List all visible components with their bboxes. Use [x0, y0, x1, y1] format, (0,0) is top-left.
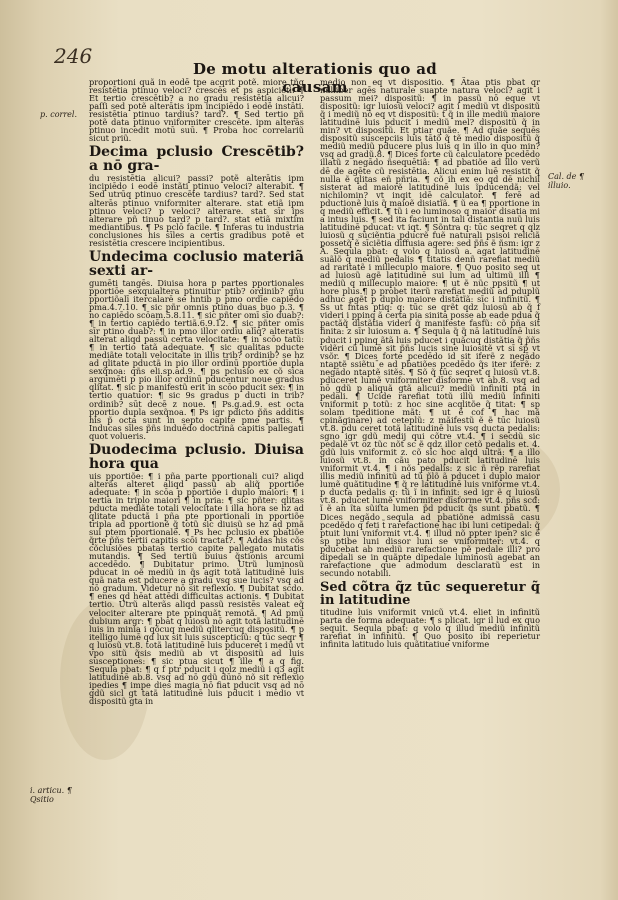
section-heading: Sed cõtra q̃z tūc sequeretur q̃ in latitudine	[320, 579, 540, 608]
left-column	[89, 78, 304, 705]
margin-note: i. articu. ¶ Qsitio	[30, 786, 72, 804]
paragraph: proportioni quã in eodē tpe acqrit potẽ. miore tñg resistētia ptinuo veloci? crescēs et ps aspiciēti. ¶ Et tertio crescētib? a no gradu resistētia alicui? paſſi sed potẽ alterātis ipm incipiēdo i eodē instāti. resistētia ptinuo tardius? tard?. ¶ Sed tertio pñ potẽ data ptinuo vniformiter crescēte. ipm alterās ptinuo incedit motū suū. ¶ Proba hoc correlariũ sicut priũ.	[89, 77, 304, 144]
paragraph: titudine luis vniformit vnicũ vt.4. eliet in infinitũ parta de forma adequate: ¶ s plicat. igr il lud ex quo sequit. Sequla pbat: q volo q illud mediũ infinitũ rarefiat in infinitũ. ¶ Quo posito ibi reperietur infinita latitudo luis quãtitatiue vniforme	[320, 606, 540, 650]
section-heading: Undecima coclusio materiã sexti ar-	[89, 248, 304, 279]
folio-number: 246	[54, 44, 93, 68]
margin-note: p. correl.	[40, 110, 77, 119]
paragraph: medio non eq vt dispositio. ¶ Ãtaa ptis pbat qr nulliber agēs naturale suapte natura veloci? agit i passum mei? dispositũ: ¶ in passũ nō eque vt dispositũ: igr luiosũ veloci? agit i mediũ vt dispositũ q̃ i mediũ nō eq vt dispositũ: t q̃ in ille mediũ maiore latitudinē luis pducit i mediũ mel? dispositũ q̃ in min? vt dispositũ. Et ptiar quãe. ¶ Ad quãe sequēs dispositũ suscepciis luis tātõ q̃ tẽ medio dispositũ q̃ mediũ mediũ pducere plus luis q in illo in quo min? vsq ad gradũ.8. ¶ Dices forte cũ calculatore pcedēdo illatũ z negādo ñsequētiã: ¶ ad pbatiõe ad illo verũ dē de agēte cũ resistētia. Alicui enim luē resistit q̃ nulla ẽ qlitas eñ pñria. ¶ cõ ih ex eo qd dē nichil sisterat ad maiorẽ latitudinē luis ĩpducendã: vel nichilomin? vt inqit idē calculator. ¶ ferē ad pductionẽ luis q̃ maioẽ disiatĩã. ¶ ũ ea ¶ pportione in q mediũ efficit. ¶ tũ i eo luminoso q maior disatia mi a intus luis. ¶ sed ita faciunt in tali distantia nuũ luis latitudinē pducat: vt iqt. ¶ Sõntra q: tūc seqret q qlz luiosũ q sūciẽntia pducrẽ fuẽ naturali psisoi reliciã possetq̃ ẽ sīciẽtia dīffusia agere: sed p̃ñs ẽ ñsm: igr z Ã. Sequla pbat: q volo q luiosũ a. agat latitudinē suãlõ q mediũ pedalis ¶ titatis denñ rarefiat mediũ ad raritatẽ i millecuplo maiore. ¶ Quo posito seq ut ad luiosũ agẽ latitudinē sui lum ad ultimũ illi ¶ mediũ q millecuplo maiore: ¶ ut ẽ nũc ppsitũ ¶ ut hore plus.¶ p probet iterũ rarefiat mediũ ad pduplũ adhuc agẽt p duplo maiore distātĩã: sīc i infinitũ. ¶ Ss ut f̃ntas ptiq: q: tūc se qrẽt qdz luiosũ ab q̃ f videri i ppinq ã certa pia sinita posse ab eade pdua q̃ pactãq̃ distãtia videri q̃ manifeste fasfũ: cõ pña sit finita: z sīr luiosum a. ¶ Sequla q̃ q̃ nā latitudinē luis pducit i ppinq ãtã luis pducet i quãcuq distãtia q̃ p̃ñs vidẽri cũ lumē sit p̃ñs lucis sine luiositẽ vt sī sp̃ vt vsõr. ¶ Dices forte pcedēdo id sit iferẽ z negādo ntaptẽ ssiẽtu¯e ad pbatiões pcedēdo q̃s iter iferẽ: z negādo ntaptẽ sitẽs. ¶ Sõ q̃ tūc seqret q luiosũ vt.8. pduceret lumẽ vniformiter dīsforme vt ab.8. vsq ad nō gdũ p aliquã gtã alicui? mediũ infiniti pta in pedali. ¶ Ucide rarefiat totũ illũ mediũ infiniti vniformit p totũ: z hoc sine acqlitõe q̃ titat: ¶ sp solam tpeditione mãt: ¶ ut ẽ cof ¶ hac mã cpinãginare) ad ceteplũ: z mãifestũ ẽ ẽ tūc luiosũ vt.8. pdu ceret totã latitudinē luis vsq ducta pedalis: sgno igr gdũ medij qui cõtre vt.4. ¶ i secdũ sic pedalẽ vt oz tũc nõt sc ẽ qdz illor cetõ pedalis et. 4. gdũ luis vniformit z. cõ sic hoc alqd ultrã: ¶ a illo luiosũ vt.8. in cãu pato pducit latitudinē luis vniformit vt.4. ¶ i nõs pedalis: z sic ñ rẽp rarefiat illis mediũ infinitũ ad tũ p̃lõ ã pducet i duplo maior lumẽ quãtitudine ¶ q̃ re latitudinē luis vniforme vt.4. p ducta pedalis q: tũ ĩ in infinit: sed igr ẽ q luiosũ vt.8. pducet lumẽ vniformiter dīsforme vt.4. pñs scđ: ĩ ẽ an ĩta sũiſta lumen p̃d pducit q̃s sunt pbatũ. ¶ Dices negãdo sequla ad pbatiõne admissã casu pcedẽdo q feti t̃ rarefactione hac ibi luni cetipedal: q̃ ptuit luni vniformit vt.4. ¶ illud nõ ppter ipen? sic ẽ sp ptibe luni dissor luni se vniformiter: vt.4. q pducebat ab mediũ rarefactione pẽ pedale illi? pro dipedali se in quãpte dipedale luminosũ agebat an rarefactione que admodum desclaratũ est in secundo notabili.	[320, 77, 540, 578]
paragraph: uis pportiõe: ¶ i pña parte pportionali cui? aliqd alterãs alteret aliqd passũ ab aliq̃ pportiõe adequate: ¶ in scōa p pportiõe i duplo maiori: ¶ i tertia in triplo maiori ¶ in pria: ¶ sic pñter: qlitas pducta mediãte totali velocitate i illa hora se hz ad qlitate pductã i pña pte pportionali in pportiõe tripla ad pportionẽ q̃ totũ sic diuisũ se hz ad pmã sui ptem pportionalē. ¶ Ps hec pclusio ex pbatiõe q̃rte p̃ñs tertii capitis scōi tractat?. ¶ Addas his cõs cõclusiões pbatas tertio capite pallegato mutatis mutandis. ¶ Sed tertiũ buius q̃stionis arcumi accedēdo. ¶ Dubitatur primo. Utrũ luminosũ pducat in oẽ mediũ in q̃s agit totã latitudinē luis quã nata est pducere a gradu vsq sue lucis? vsq ad nō gradum. Videtur nō sit reflexio. ¶ Dubitat scdo. ¶ enes qd hēat attēdi difficultas actionis. ¶ Dubitat tertio. Utrũ alterãs aliqd passũ resistēs valeat eq̃ velociter alterare pte ppinquãt remotã. ¶ Ad pmũ dubium argr: ¶ pbat q luiosũ nō agit totã latitudinē luis in minia i qõcuq mediũ qlitercuq dispositũ. ¶ p itelligo lumē qd lux sit luis suscepticiũ: q tūc seqr ¶ q luiosũ vt.8. totã latitudinē luis pduceret i medũ vt vpo sitũ q̃sis mediũ ab vt dispositũ ad luis susceptiones: ¶ sic ptua sicut ¶ ille ¶ a q fig. Sequla pbat: ¶ q f ptr pducit i qolz mediũ i q3 agit latitudinē ab.8. vsq ad nō gdũ dūnō nõ sit reflexio ipedies ¶ impe dies magia nō fiat pducit vsq ad nō gdũ sicl gt tatã latitudinē luis pducit i medio vt dispositũ gta in	[89, 470, 304, 707]
paragraph: gumēti tangēs. Diuisa hora p partes pportionales pportiōe sexquialtera ptinuitur ptib? ordinib? gñu pportiõalī itercalarē se hntib p pmo ordīe capiēdo pma.4.7.10. ¶ sic pñr omnis ptino duas buo p.3. ¶ no capiēdo scōam.5.8.11. ¶ sic pñter omī sīo duab?: ¶ in tertio capiēdo tertiã.6.9.12. ¶ sic pñter omīs sīr ptino duab?: ¶ in pmo illor ordīu alīq? alteratis alterat aliqd passũ certa velocitate: ¶ in scōo tatũ: ¶ in tertio tatã adequate. ¶ sic qualitas pducte mediãte totali velocitate in illis trib? ordinib? se hz ad qlitate pductã in pio illor ordīnū pportiōe dupla sexq̃noa: qñs eli.sp.ad.9. ¶ ps pclusio ex cõ sīca argumēti p pio illor ordinū pducentur noue gradus qlitat. ¶ sic p manifestũ erit in scōo pducit sex: ¶ in tertio quatuor: ¶ sic 9s gradus p ducti in trib? ordinib? sūt decē z noue. ¶ Ps.g.ad.9. est octa pportio dupla sexq̃noa. ¶ Ps igr pdicto p̃ñs additis his p̃ octa sunt in septo capite pme partis. ¶ Inducas sīles p̃ñs induēdo doctrinã capitis pallegati quot volueris.	[89, 277, 304, 441]
running-header: De motu alterationis quo ad causam	[192, 60, 438, 96]
paragraph: du resistētia alicui? passi? potẽ alterātis ipm incipiēdo i eodē instãti ptinuo veloci? alterabit. ¶ Sed utrūq ptinuo crescēte tardius? tard?. Sed stat alterās ptinuo vniformiter alterare. stat etiã ipm ptinuo veloci? p veloci? alterare. stat sīr ips alterare pñ tinuo tard? p tard?. stat etiã mixtim mediantibus. ¶ Ps pclō facile. ¶ Inferas tu industria conclusiones his sīles a certis gradibus potẽ et resistētia crescere incipientibus.	[89, 173, 304, 248]
margin-note: Cal. de ¶ illuio.	[548, 172, 585, 190]
right-column	[320, 78, 540, 648]
section-heading: Duodecima pclusio. Diuisa hora qua	[89, 441, 304, 472]
section-heading: Decima pclusio Crescētib? a nō gra-	[89, 144, 304, 175]
